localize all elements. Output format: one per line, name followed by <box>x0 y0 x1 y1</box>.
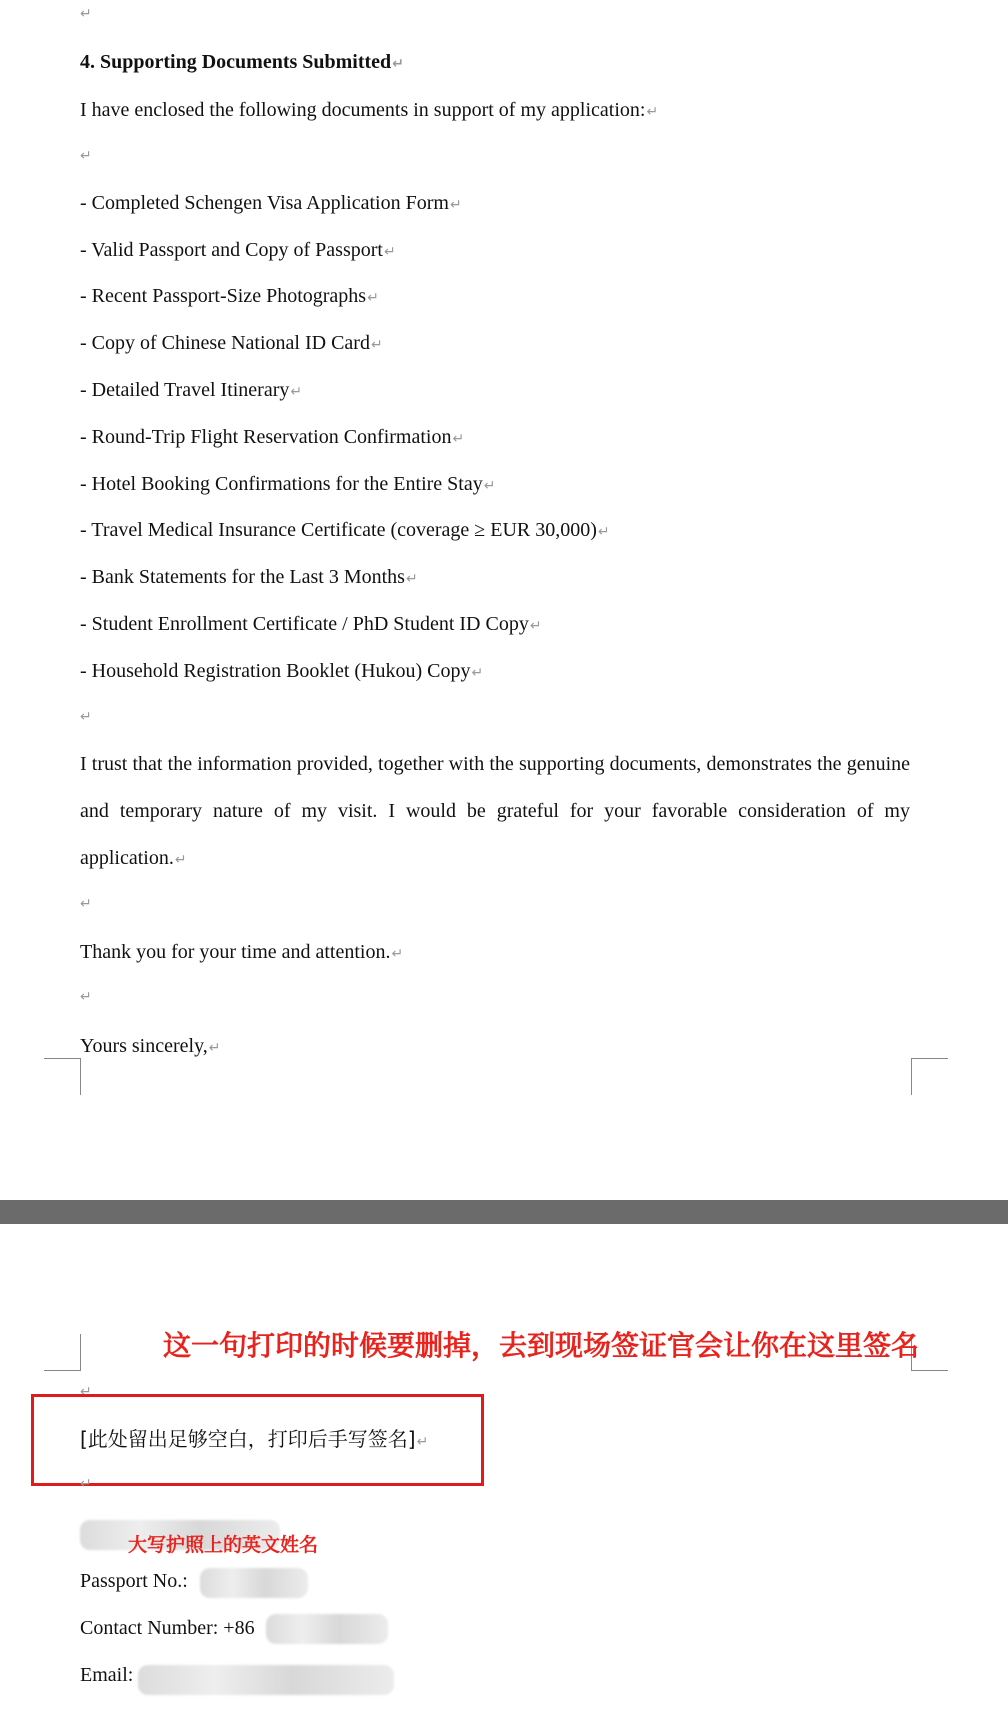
list-item[interactable]: - Valid Passport and Copy of Passport↵ <box>80 239 396 261</box>
page-break <box>0 1200 1008 1224</box>
paragraph-mark: ↵ <box>80 1384 92 1400</box>
signature-placeholder[interactable]: [此处留出足够空白，打印后手写签名]↵ <box>80 1427 429 1451</box>
page-corner-marker <box>44 1334 81 1371</box>
contact-line[interactable]: Contact Number: +86 <box>80 1617 255 1639</box>
redacted-contact-number <box>266 1614 388 1644</box>
section-intro[interactable]: I have enclosed the following documents in support of my application:↵ <box>80 99 659 121</box>
thanks-line[interactable]: Thank you for your time and attention.↵ <box>80 941 404 963</box>
paragraph-mark: ↵ <box>80 6 92 22</box>
list-item[interactable]: - Student Enrollment Certificate / PhD Student ID Copy↵ <box>80 613 542 635</box>
trust-paragraph[interactable]: I trust that the information provided, together with the supporting documents, demonstrates the genuine and temporary nature of my visit. I would be grateful for your favorable consideration of my application.↵ <box>80 753 910 869</box>
paragraph-mark: ↵ <box>80 1476 92 1492</box>
list-item[interactable]: - Completed Schengen Visa Application Form↵ <box>80 192 462 214</box>
redacted-email <box>138 1665 394 1695</box>
email-line[interactable]: Email: <box>80 1664 134 1686</box>
list-item[interactable]: - Recent Passport-Size Photographs↵ <box>80 285 379 307</box>
redacted-passport-number <box>200 1568 308 1598</box>
page-corner-marker <box>911 1058 948 1095</box>
name-annotation: 大写护照上的英文姓名 <box>128 1534 319 1556</box>
paragraph-mark: ↵ <box>80 709 92 725</box>
list-item[interactable]: - Round-Trip Flight Reservation Confirmation↵ <box>80 426 465 448</box>
print-delete-annotation: 这一句打印的时候要删掉，去到现场签证官会让你在这里签名 <box>163 1329 920 1362</box>
list-item[interactable]: - Copy of Chinese National ID Card↵ <box>80 332 383 354</box>
sign-off[interactable]: Yours sincerely,↵ <box>80 1035 221 1057</box>
list-item[interactable]: - Bank Statements for the Last 3 Months↵ <box>80 566 418 588</box>
paragraph-mark: ↵ <box>80 896 92 912</box>
section-heading[interactable]: 4. Supporting Documents Submitted↵ <box>80 51 404 73</box>
page-corner-marker <box>44 1058 81 1095</box>
list-item[interactable]: - Travel Medical Insurance Certificate (coverage ≥ EUR 30,000)↵ <box>80 519 610 541</box>
list-item[interactable]: - Household Registration Booklet (Hukou) Copy↵ <box>80 660 484 682</box>
list-item[interactable]: - Detailed Travel Itinerary↵ <box>80 379 303 401</box>
signature-highlight-box <box>31 1394 484 1486</box>
passport-line[interactable]: Passport No.: <box>80 1570 188 1592</box>
list-item[interactable]: - Hotel Booking Confirmations for the Entire Stay↵ <box>80 473 496 495</box>
paragraph-mark: ↵ <box>80 989 92 1005</box>
paragraph-mark: ↵ <box>80 148 92 164</box>
